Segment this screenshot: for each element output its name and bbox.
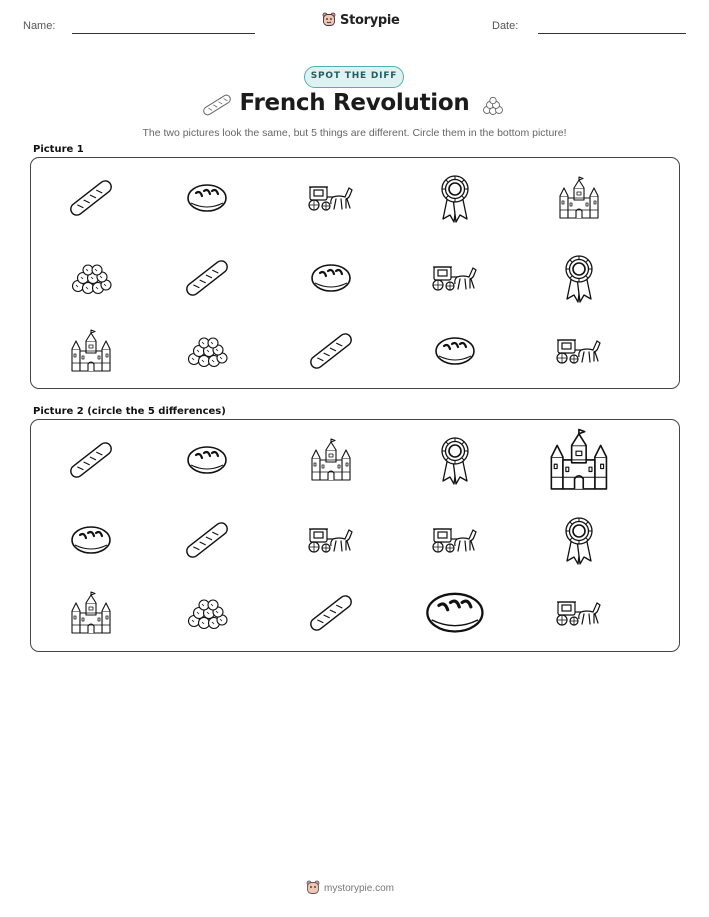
bread-loaf-icon	[433, 334, 477, 368]
cake-pile-icon[interactable]	[184, 596, 230, 630]
bread-loaf-icon[interactable]	[69, 523, 113, 557]
cake-pile-icon	[478, 96, 508, 116]
picture-1-panel	[30, 157, 680, 389]
bread-loaf-icon	[309, 261, 353, 295]
storypie-mascot-icon	[306, 880, 320, 896]
footer	[306, 880, 394, 896]
picture-2-panel[interactable]	[30, 419, 680, 652]
name-line[interactable]	[72, 33, 255, 34]
bread-loaf-icon[interactable]	[185, 443, 229, 477]
baguette-icon	[63, 177, 119, 219]
rosette-icon[interactable]	[438, 435, 472, 485]
castle-icon	[557, 176, 601, 220]
rosette-icon	[438, 173, 472, 223]
carriage-icon[interactable]	[553, 594, 605, 632]
bread-loaf-icon[interactable]	[423, 588, 487, 637]
rosette-icon	[562, 253, 596, 303]
baguette-icon[interactable]	[63, 439, 119, 481]
date-label: Date:	[492, 20, 519, 32]
picture-2-label: Picture 2 (circle the 5 differences)	[33, 406, 226, 417]
worksheet-title: French Revolution	[239, 90, 470, 116]
baguette-icon[interactable]	[303, 592, 359, 634]
bread-loaf-icon	[185, 181, 229, 215]
castle-icon[interactable]	[547, 428, 611, 492]
baguette-icon	[179, 257, 235, 299]
footer-site[interactable]: mystorypie.com	[324, 882, 395, 894]
carriage-icon	[553, 332, 605, 370]
baguette-icon	[200, 94, 234, 116]
carriage-icon[interactable]	[429, 521, 481, 559]
carriage-icon[interactable]	[305, 521, 357, 559]
instructions-text: The two pictures look the same, but 5 things are different. Circle them in the bottom picture!	[142, 127, 567, 139]
name-label: Name:	[23, 20, 56, 32]
rosette-icon[interactable]	[562, 515, 596, 565]
cake-pile-icon	[184, 334, 230, 368]
castle-icon	[69, 329, 113, 373]
baguette-icon[interactable]	[179, 519, 235, 561]
date-line[interactable]	[538, 33, 686, 34]
brand-logo	[322, 12, 400, 28]
storypie-mascot-icon	[322, 12, 336, 28]
castle-icon[interactable]	[309, 438, 353, 482]
cake-pile-icon	[68, 261, 114, 295]
brand-name: Storypie	[340, 12, 400, 28]
castle-icon[interactable]	[69, 591, 113, 635]
baguette-icon	[303, 330, 359, 372]
carriage-icon	[305, 179, 357, 217]
picture-1-label: Picture 1	[33, 144, 84, 155]
spot-the-diff-badge: SPOT THE DIFF	[304, 66, 404, 88]
carriage-icon	[429, 259, 481, 297]
